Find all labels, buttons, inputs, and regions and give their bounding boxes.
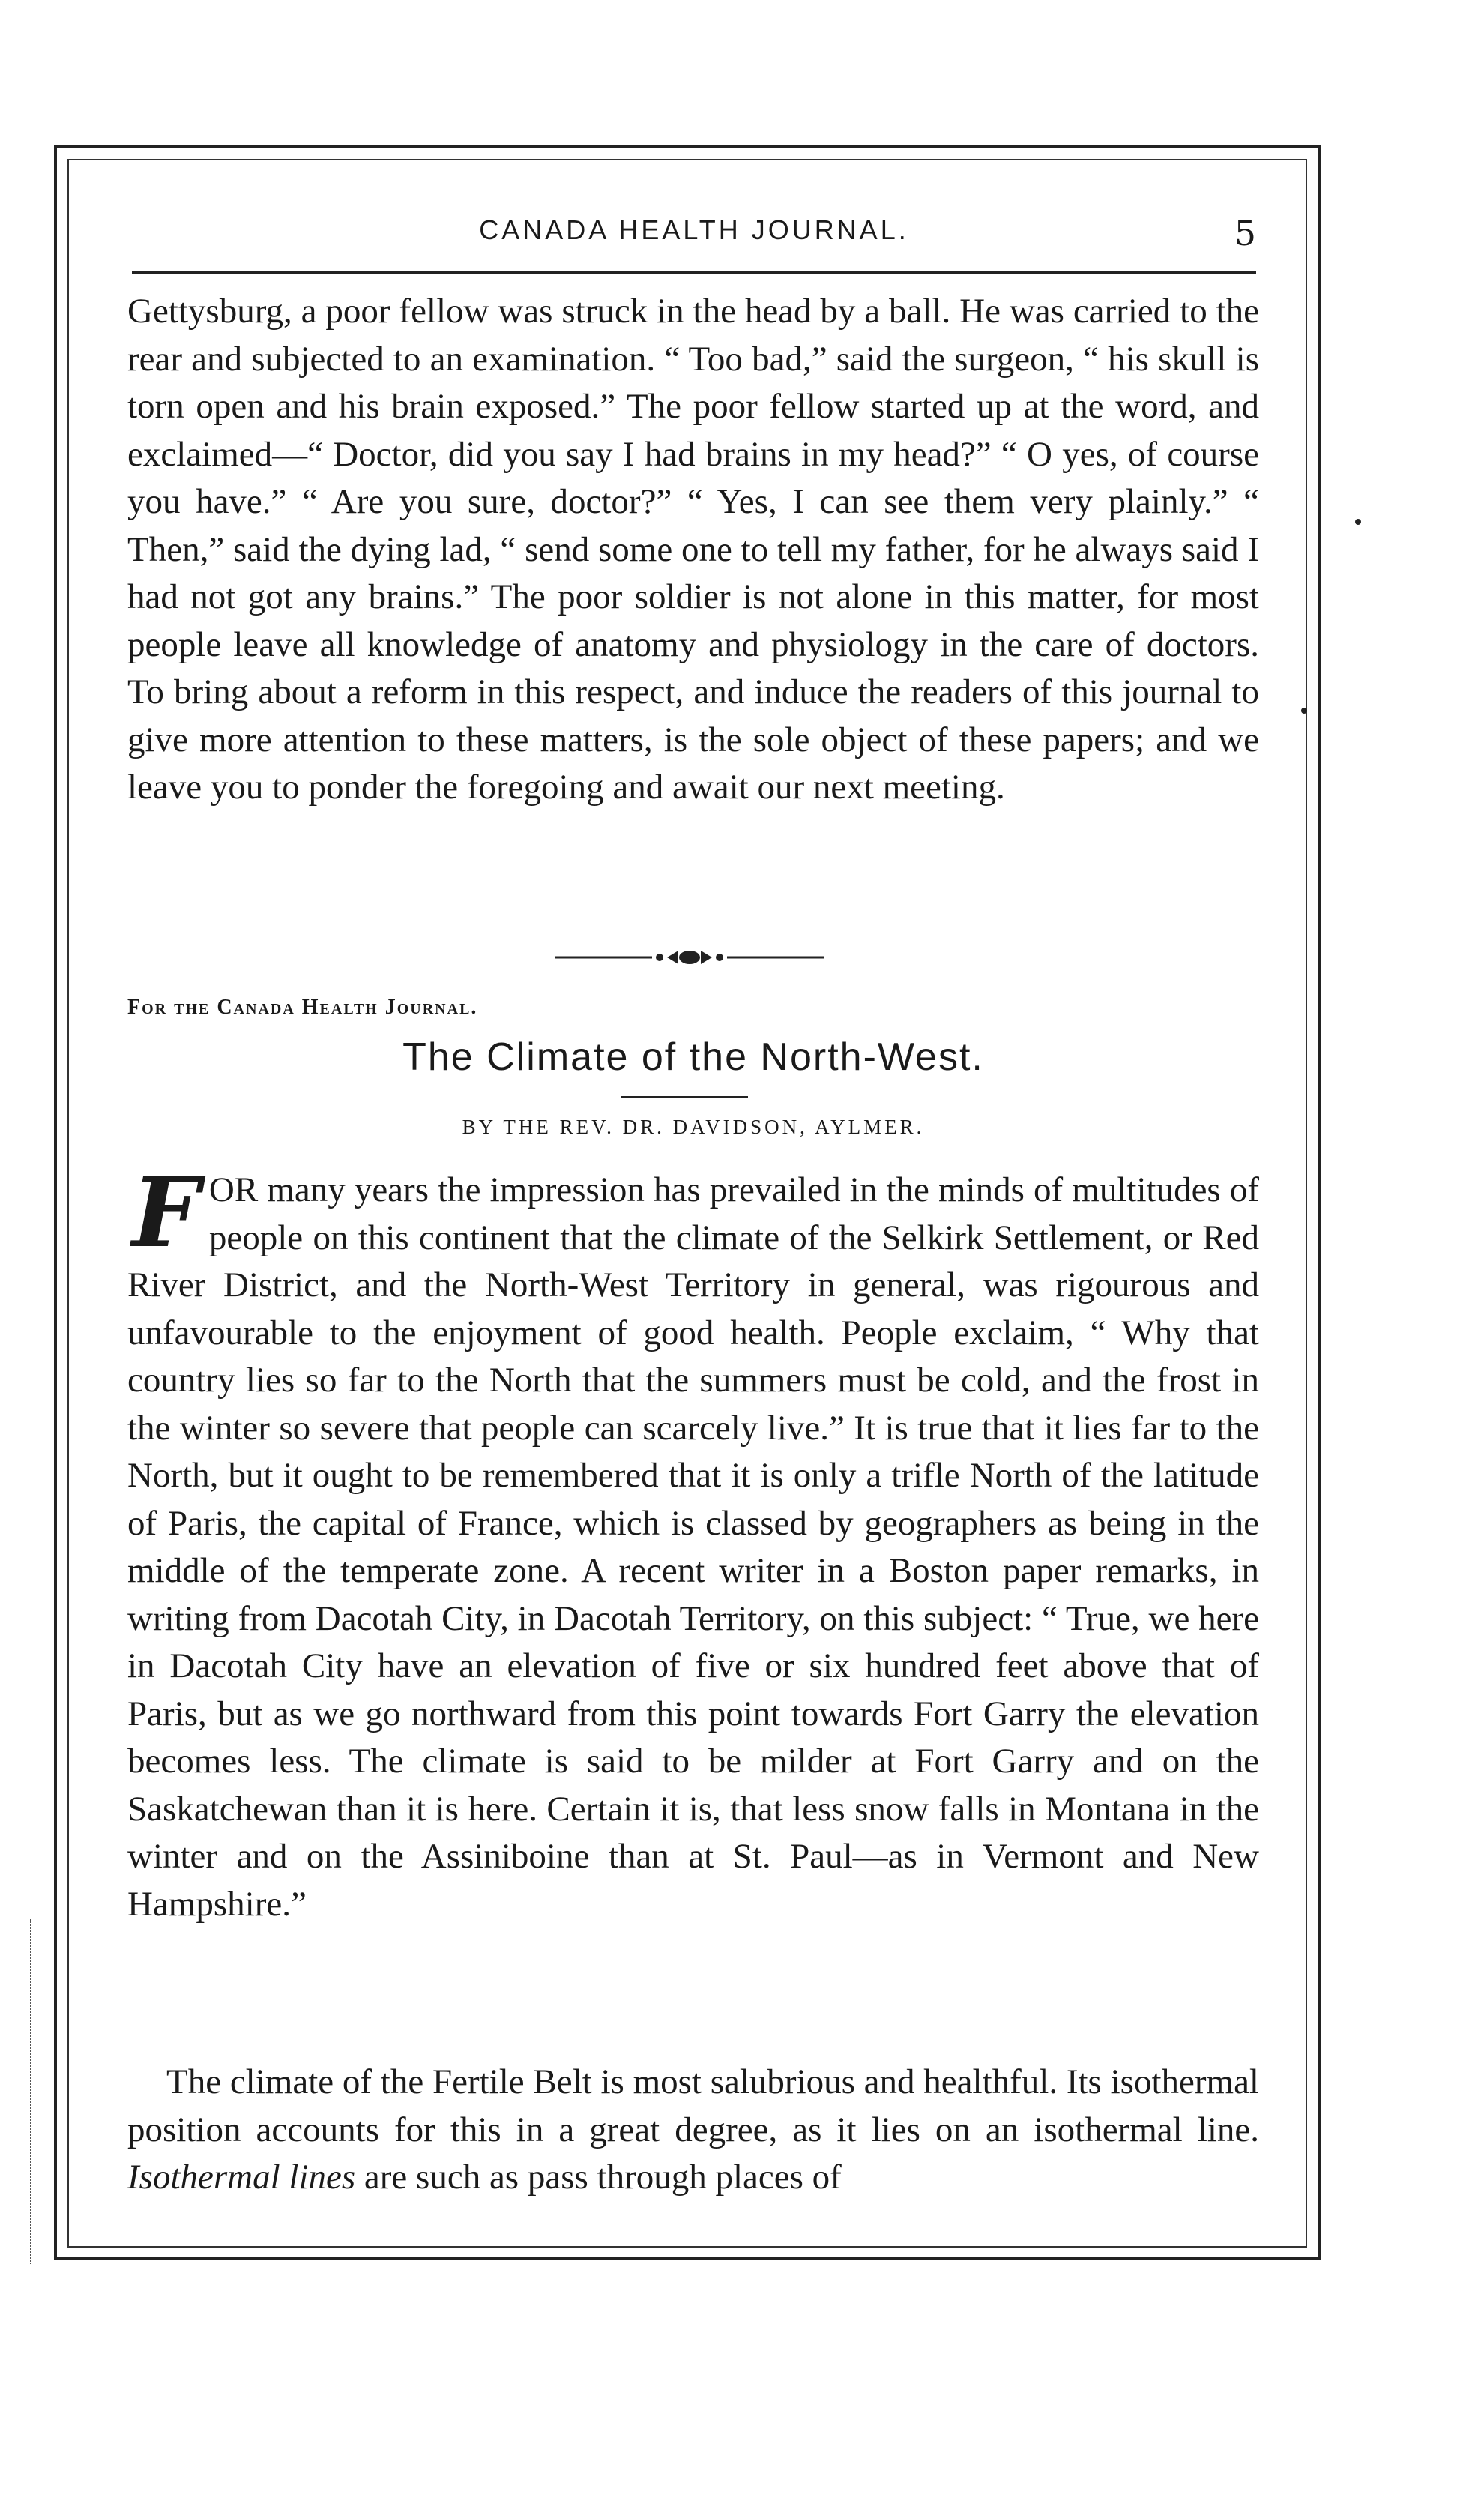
- paragraph-text-start: The climate of the Fertile Belt is most salubrious and healthful. Its isothermal position accounts for this in a great degree, as it lies on an isothermal line.: [127, 2062, 1259, 2149]
- article-paragraph: [127, 1157, 1259, 1928]
- italic-term: Isothermal lines: [127, 2158, 356, 2197]
- article-byline: BY THE REV. DR. DAVIDSON, AYLMER.: [462, 1116, 925, 1138]
- continued-paragraph: Gettysburg, a poor fellow was struck in the head by a ball. He was carried to the rear and subjected to an examination. “ Too bad,” said the surgeon, “ his skull is torn open and his brain exposed.” The poor fellow started up at the word, and exclaimed—“ Doctor, did you say I had brains in my head?” “ O yes, of course you have.” “ Are you sure, doctor?” “ Yes, I can see them very plainly.” “ Then,” said the dying lad, “ send some one to tell my father, for he always said I had not got any brains.” The poor soldier is not alone in this matter, for most people leave all knowledge of anatomy and physiology in the care of doctors. To bring about a reform in this respect, and induce the readers of this journal to give more attention to these matters, is the sole object of these papers; and we leave you to ponder the foregoing and await our next meeting.: [127, 292, 1259, 807]
- running-head: CANADA HEALTH JOURNAL.: [479, 214, 909, 245]
- article-paragraph-2: [127, 2059, 1259, 2202]
- header-rule: [132, 271, 1256, 274]
- binding-edge-marks: [30, 1919, 37, 2264]
- article-source: For the Canada Health Journal.: [127, 996, 478, 1019]
- stray-mark: [1355, 519, 1361, 525]
- paragraph-text-end: are such as pass through places of: [355, 2158, 842, 2197]
- article-title: The Climate of the North-West.: [402, 1035, 984, 1079]
- drop-cap: F: [132, 1157, 200, 1269]
- section-ornament-icon: [555, 946, 824, 969]
- page-header: [132, 202, 1256, 270]
- stray-mark: [1301, 708, 1307, 714]
- page-number: 5: [1234, 213, 1256, 253]
- title-rule: [621, 1096, 748, 1098]
- article-paragraph-text: OR many years the impression has prevailed in the minds of multitudes of people on this continent that the climate of the Selkirk Settlement, or Red River District, and the North-West Territory in general, was rigourous and unfavourable to the enjoyment of good health. People exclaim, “ Why that country lies so far to the North that the summers must be cold, and the frost in the winter so severe that people can scarcely live.” It is true that it lies far to the North, but it ought to be remembered that it is only a trifle North of the latitude of Paris, the capital of France, which is classed by geographers as being in the middle of the temperate zone. A recent writer in a Boston paper remarks, in writing from Dacotah City, in Dacotah Territory, on this subject: “ True, we here in Dacotah City have an elevation of five or six hundred feet above that of Paris, but as we go northward from this point towards Fort Garry the elevation becomes less. The climate is said to be milder at Fort Garry and on the Saskatchewan than it is here. Certain it is, that less snow falls in Montana in the winter and on the Assiniboine than at St. Paul—as in Vermont and New Hampshire.”: [127, 1170, 1259, 1924]
